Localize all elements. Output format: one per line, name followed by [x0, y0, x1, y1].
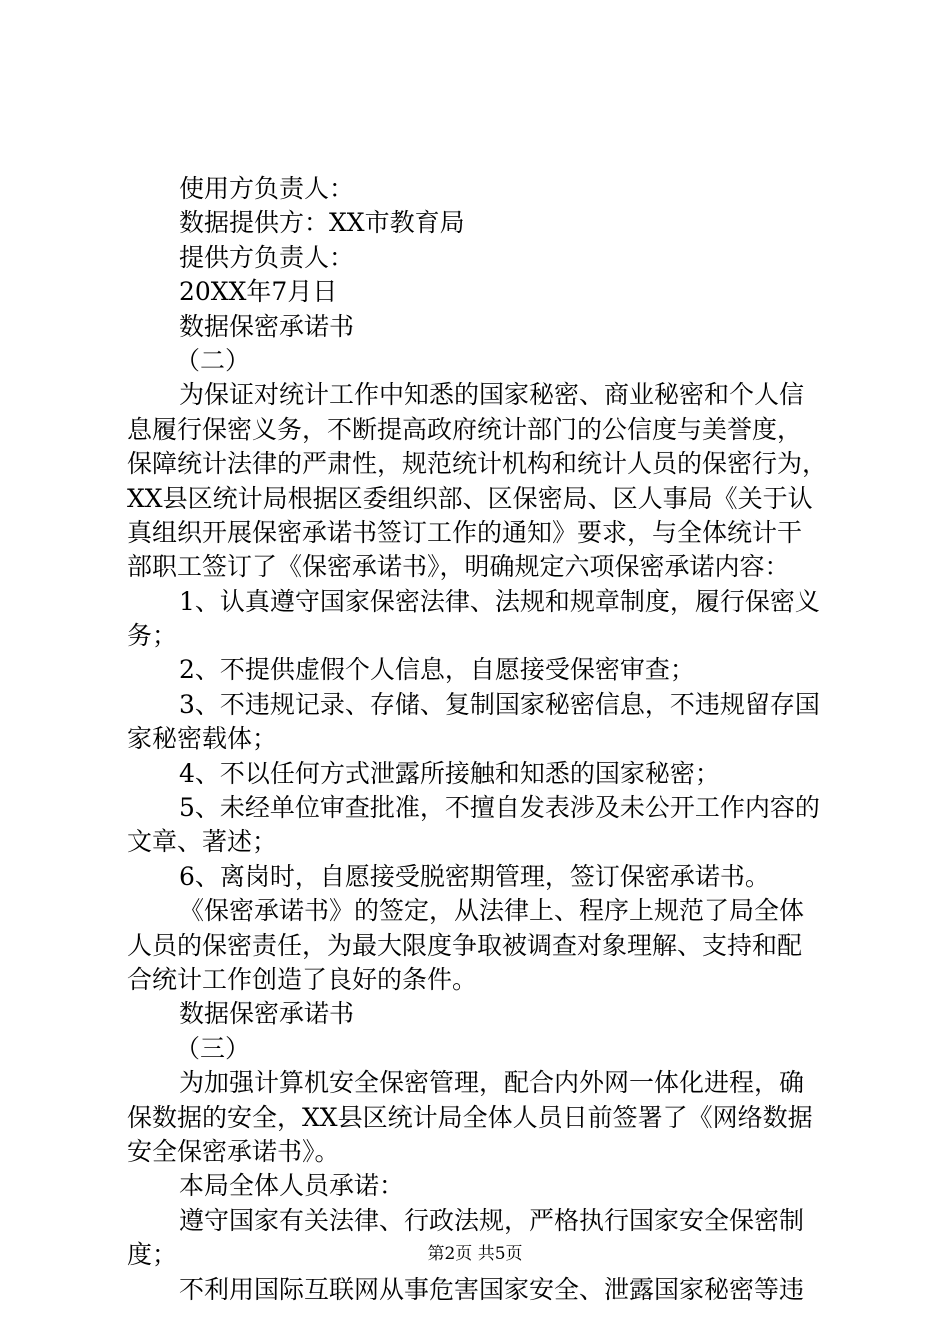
text-line: 文章、著述； [127, 827, 278, 857]
text-line: 部职工签订了《保密承诺书》，明确规定六项保密承诺内容： [127, 552, 790, 582]
text-line: 使用方负责人： [179, 174, 355, 203]
text-line: 为保证对统计工作中知悉的国家秘密、商业秘密和个人信 [179, 380, 805, 410]
text-line: 提供方负责人： [179, 242, 355, 272]
text-line: 保障统计法律的严肃性，规范统计机构和统计人员的保密行为， [127, 449, 828, 479]
text-line: 本局全体人员承诺： [179, 1171, 405, 1201]
text-line: 3、不违规记录、存储、复制国家秘密信息，不违规留存国 [179, 689, 820, 719]
text-line: （二） [175, 345, 251, 375]
text-line: 1、认真遵守国家保密法律、法规和规章制度，履行保密义 [179, 586, 820, 616]
text-line: 《保密承诺书》的签定，从法律上、程序上规范了局全体 [179, 896, 805, 926]
text-line: 息履行保密义务，不断提高政府统计部门的公信度与美誉度， [127, 414, 803, 444]
text-line: 数据保密承诺书 [179, 999, 355, 1029]
document-body [127, 172, 837, 1307]
text-line: 保数据的安全，XX县区统计局全体人员日前签署了《网络数据 [127, 1102, 813, 1132]
text-line: 20XX年7月日 [179, 277, 338, 307]
text-line: 6、离岗时，自愿接受脱密期管理，签订保密承诺书。 [179, 861, 770, 891]
text-line: 数据提供方：XX市教育局 [179, 208, 465, 238]
text-line: 安全保密承诺书》。 [127, 1136, 340, 1166]
text-line: 不利用国际互联网从事危害国家安全、泄露国家秘密等违 [179, 1274, 805, 1304]
text-line: 数据保密承诺书 [179, 311, 355, 341]
text-line: 合统计工作创造了良好的条件。 [127, 964, 478, 994]
text-line: 务； [127, 621, 178, 651]
text-line: 家秘密载体； [127, 724, 278, 754]
text-line: 5、未经单位审查批准，不擅自发表涉及未公开工作内容的 [179, 793, 820, 823]
page-footer: 第2页 共5页 [427, 1244, 523, 1264]
text-line: 度； [127, 1240, 178, 1270]
text-line: 人员的保密责任，为最大限度争取被调查对象理解、支持和配 [127, 930, 803, 960]
text-line: 为加强计算机安全保密管理，配合内外网一体化进程，确 [179, 1068, 805, 1098]
text-line: 2、不提供虚假个人信息，自愿接受保密审查； [179, 655, 695, 685]
text-line: （三） [175, 1033, 251, 1063]
text-line: XX县区统计局根据区委组织部、区保密局、区人事局《关于认 [127, 483, 813, 513]
text-line: 4、不以任何方式泄露所接触和知悉的国家秘密； [179, 758, 720, 788]
text-line: 遵守国家有关法律、行政法规，严格执行国家安全保密制 [179, 1205, 805, 1235]
text-line: 真组织开展保密承诺书签订工作的通知》要求，与全体统计干 [127, 517, 803, 547]
